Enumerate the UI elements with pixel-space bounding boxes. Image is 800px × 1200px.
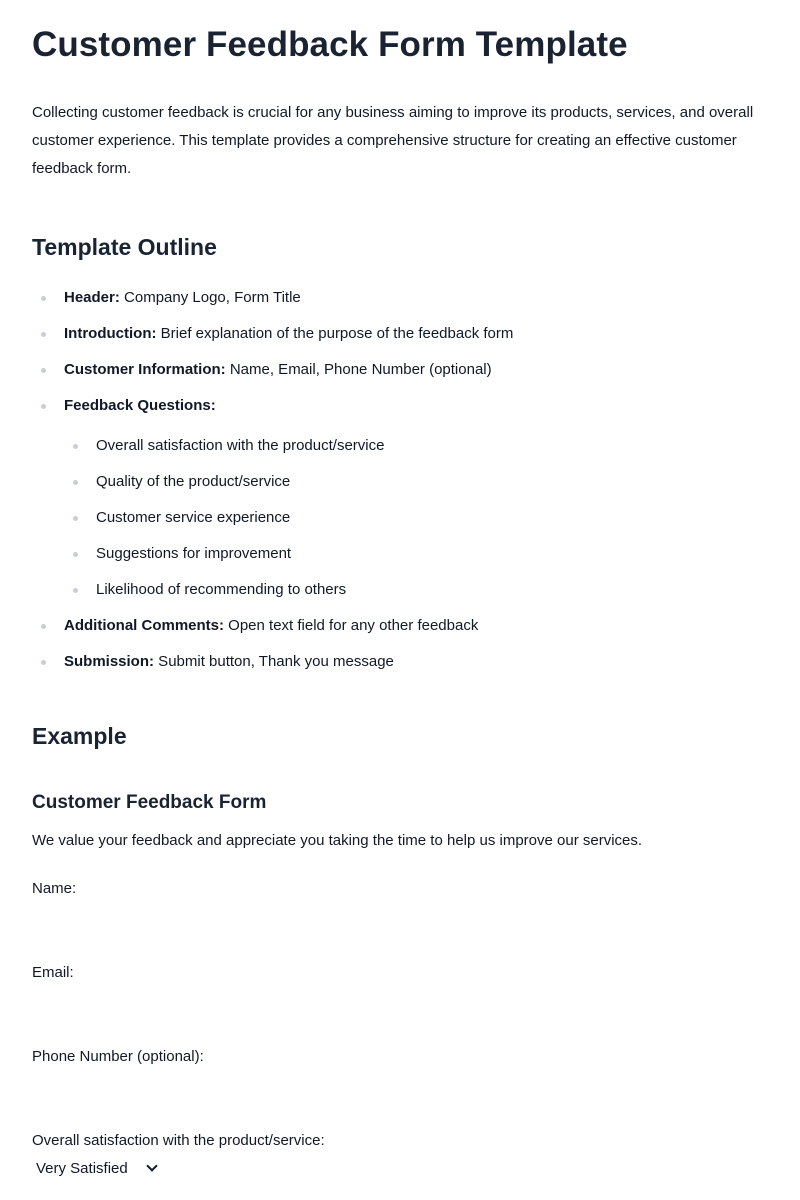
- outline-list: [32, 286, 768, 674]
- outline-item-text: Open text field for any other feedback: [224, 617, 479, 634]
- name-label: Name:: [32, 880, 77, 897]
- outline-item-text: Name, Email, Phone Number (optional): [225, 361, 492, 378]
- email-input[interactable]: [32, 989, 332, 1013]
- outline-heading: Template Outline: [32, 234, 217, 260]
- name-field-group: [32, 877, 768, 937]
- satisfaction-field-group: [32, 1129, 768, 1189]
- form-title: Customer Feedback Form: [32, 792, 267, 813]
- outline-item-label: Introduction:: [64, 325, 157, 342]
- outline-item-header: [32, 286, 768, 310]
- outline-item-label: Submission:: [64, 653, 155, 670]
- outline-item-feedback-questions: [32, 394, 768, 602]
- question-item: Overall satisfaction with the product/service: [64, 434, 768, 458]
- outline-item-customer-information: [32, 358, 768, 382]
- question-item: Likelihood of recommending to others: [64, 578, 768, 602]
- question-item: Quality of the product/service: [64, 470, 768, 494]
- intro-paragraph: Collecting customer feedback is crucial for any business aiming to improve its products, services, and overall customer experience. This template provides a comprehensive structure for creating an effective customer feedback form.: [32, 104, 754, 177]
- page-title: Customer Feedback Form Template: [32, 25, 628, 64]
- outline-item-label: Customer Information:: [64, 361, 226, 378]
- phone-label: Phone Number (optional):: [32, 1048, 204, 1065]
- satisfaction-select[interactable]: [32, 1157, 156, 1181]
- outline-item-submission: [32, 650, 768, 674]
- example-heading: Example: [32, 723, 127, 749]
- outline-item-text: Brief explanation of the purpose of the feedback form: [156, 325, 514, 342]
- outline-item-label: Feedback Questions:: [64, 397, 216, 414]
- satisfaction-selected-value: Very Satisfied: [36, 1160, 128, 1177]
- outline-item-text: Submit button, Thank you message: [154, 653, 394, 670]
- question-item: Suggestions for improvement: [64, 542, 768, 566]
- email-label: Email:: [32, 964, 74, 981]
- outline-item-additional-comments: [32, 614, 768, 638]
- email-field-group: [32, 961, 768, 1021]
- phone-input[interactable]: [32, 1073, 332, 1097]
- satisfaction-label: Overall satisfaction with the product/service:: [32, 1132, 325, 1149]
- feedback-questions-list: [64, 434, 768, 602]
- outline-item-label: Additional Comments:: [64, 617, 224, 634]
- outline-item-introduction: [32, 322, 768, 346]
- name-input[interactable]: [32, 905, 332, 929]
- outline-item-text: Company Logo, Form Title: [119, 289, 301, 306]
- question-item: Customer service experience: [64, 506, 768, 530]
- feedback-form: [32, 790, 768, 1189]
- outline-item-label: Header:: [64, 289, 120, 306]
- phone-field-group: [32, 1045, 768, 1105]
- form-intro: We value your feedback and appreciate you taking the time to help us improve our services.: [32, 832, 643, 849]
- chevron-down-icon: [146, 1160, 157, 1171]
